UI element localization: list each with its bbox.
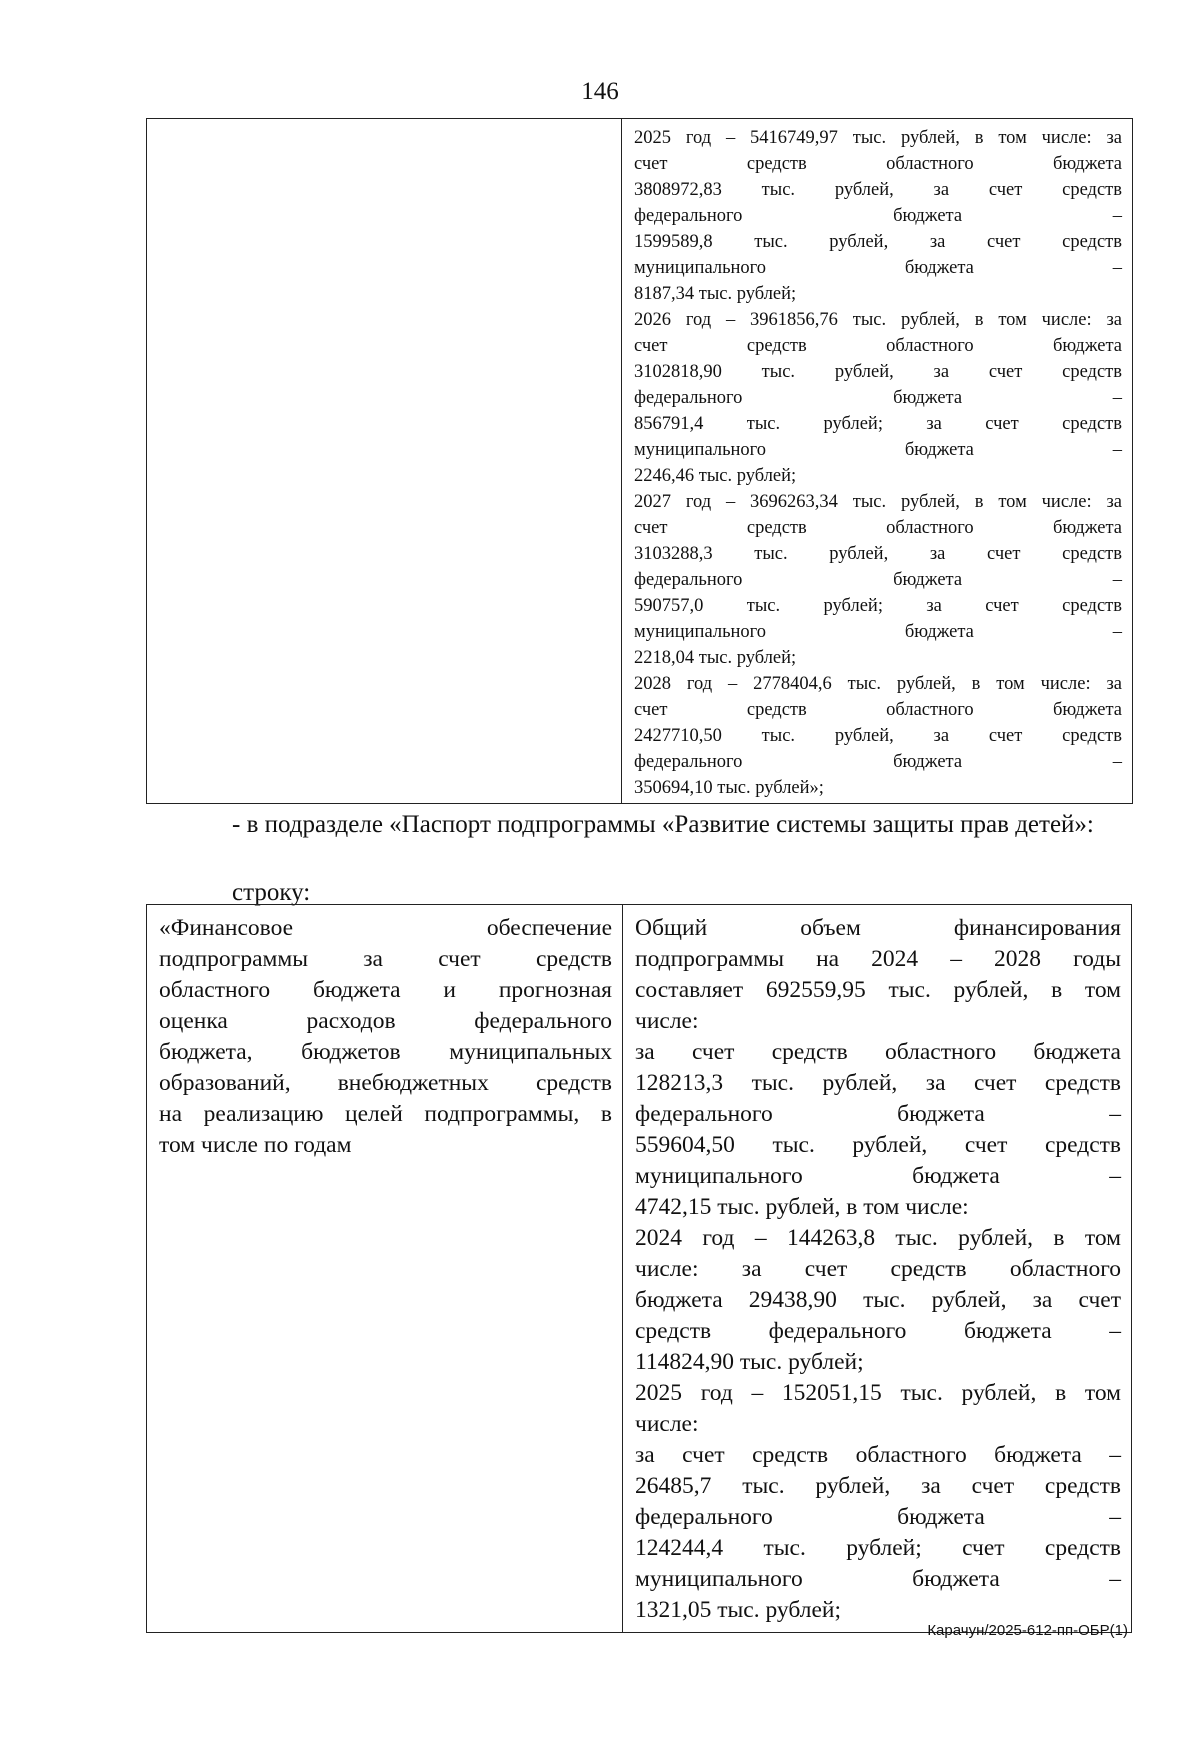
- subsection-instruction: - в подразделе «Паспорт подпрограммы «Развитие системы защиты прав детей»:: [232, 811, 1094, 838]
- text-line: 2427710,50 тыс. рублей, за счет средств: [634, 726, 1122, 746]
- row-label: строку:: [232, 879, 311, 906]
- text-line: счет средств областного бюджета: [634, 518, 1122, 538]
- text-line: 1321,05 тыс. рублей;: [635, 1597, 842, 1623]
- text-line: муниципального бюджета –: [635, 1163, 1121, 1189]
- text-line: 8187,34 тыс. рублей;: [634, 284, 797, 304]
- financing-total-text: [635, 913, 1121, 1626]
- text-line: 350694,10 тыс. рублей»;: [634, 778, 824, 798]
- text-line: 1599589,8 тыс. рублей, за счет средств: [634, 232, 1122, 252]
- text-line: федерального бюджета –: [635, 1504, 1121, 1530]
- financing-table-continued: [146, 118, 1133, 804]
- page-number: 146: [581, 78, 619, 105]
- row-heading-text: [159, 913, 612, 1161]
- document-code: Карачун/2025-612-пп-ОБР(1): [927, 1622, 1128, 1639]
- subprogram-passport-table: [146, 904, 1132, 1633]
- text-line: образований, внебюджетных средств: [159, 1070, 612, 1096]
- text-line: подпрограммы на 2024 – 2028 годы: [635, 946, 1121, 972]
- table-row: [147, 905, 1132, 1633]
- text-line: 2025 год – 152051,15 тыс. рублей, в том: [635, 1380, 1121, 1406]
- text-line: 2026 год – 3961856,76 тыс. рублей, в том числе: за: [634, 310, 1122, 330]
- text-line: «Финансовое обеспечение: [159, 915, 612, 941]
- text-line: 3808972,83 тыс. рублей, за счет средств: [634, 180, 1122, 200]
- text-line: 26485,7 тыс. рублей, за счет средств: [635, 1473, 1121, 1499]
- text-line: федерального бюджета –: [634, 570, 1122, 590]
- text-line: 3103288,3 тыс. рублей, за счет средств: [634, 544, 1122, 564]
- text-line: 2246,46 тыс. рублей;: [634, 466, 797, 486]
- text-line: том числе по годам: [159, 1132, 352, 1158]
- text-line: 128213,3 тыс. рублей, за счет средств: [635, 1070, 1121, 1096]
- text-line: муниципального бюджета –: [634, 622, 1122, 642]
- text-line: 590757,0 тыс. рублей; за счет средств: [634, 596, 1122, 616]
- text-line: счет средств областного бюджета: [634, 336, 1122, 356]
- text-line: счет средств областного бюджета: [634, 154, 1122, 174]
- text-line: числе:: [635, 1008, 699, 1034]
- table-row: [147, 119, 1133, 804]
- text-line: 2218,04 тыс. рублей;: [634, 648, 797, 668]
- table-cell-financing-total: [623, 905, 1132, 1633]
- text-line: 2027 год – 3696263,34 тыс. рублей, в том числе: за: [634, 492, 1122, 512]
- text-line: федерального бюджета –: [634, 206, 1122, 226]
- text-line: 2025 год – 5416749,97 тыс. рублей, в том числе: за: [634, 128, 1122, 148]
- text-line: 4742,15 тыс. рублей, в том числе:: [635, 1194, 969, 1220]
- text-line: федерального бюджета –: [634, 388, 1122, 408]
- table-cell-heading: [147, 905, 623, 1633]
- table-cell-empty: [147, 119, 622, 804]
- text-line: 2024 год – 144263,8 тыс. рублей, в том: [635, 1225, 1121, 1251]
- text-line: подпрограммы за счет средств: [159, 946, 612, 972]
- text-line: муниципального бюджета –: [634, 258, 1122, 278]
- text-line: федерального бюджета –: [635, 1101, 1121, 1127]
- text-line: муниципального бюджета –: [634, 440, 1122, 460]
- text-line: за счет средств областного бюджета: [635, 1039, 1121, 1065]
- text-line: федерального бюджета –: [634, 752, 1122, 772]
- text-line: составляет 692559,95 тыс. рублей, в том: [635, 977, 1121, 1003]
- text-line: областного бюджета и прогнозная: [159, 977, 612, 1003]
- financing-text: [634, 125, 1122, 801]
- text-line: оценка расходов федерального: [159, 1008, 612, 1034]
- text-line: 856791,4 тыс. рублей; за счет средств: [634, 414, 1122, 434]
- text-line: 559604,50 тыс. рублей, счет средств: [635, 1132, 1121, 1158]
- text-line: Общий объем финансирования: [635, 915, 1121, 941]
- table-cell-financing-by-year: [622, 119, 1133, 804]
- text-line: 3102818,90 тыс. рублей, за счет средств: [634, 362, 1122, 382]
- text-line: числе:: [635, 1411, 699, 1437]
- text-line: 2028 год – 2778404,6 тыс. рублей, в том числе: за: [634, 674, 1122, 694]
- text-line: за счет средств областного бюджета –: [635, 1442, 1121, 1468]
- text-line: на реализацию целей подпрограммы, в: [159, 1101, 612, 1127]
- text-line: 124244,4 тыс. рублей; счет средств: [635, 1535, 1121, 1561]
- text-line: счет средств областного бюджета: [634, 700, 1122, 720]
- text-line: средств федерального бюджета –: [635, 1318, 1121, 1344]
- text-line: бюджета 29438,90 тыс. рублей, за счет: [635, 1287, 1121, 1313]
- text-line: муниципального бюджета –: [635, 1566, 1121, 1592]
- text-line: бюджета, бюджетов муниципальных: [159, 1039, 612, 1065]
- text-line: 114824,90 тыс. рублей;: [635, 1349, 864, 1375]
- text-line: числе: за счет средств областного: [635, 1256, 1121, 1282]
